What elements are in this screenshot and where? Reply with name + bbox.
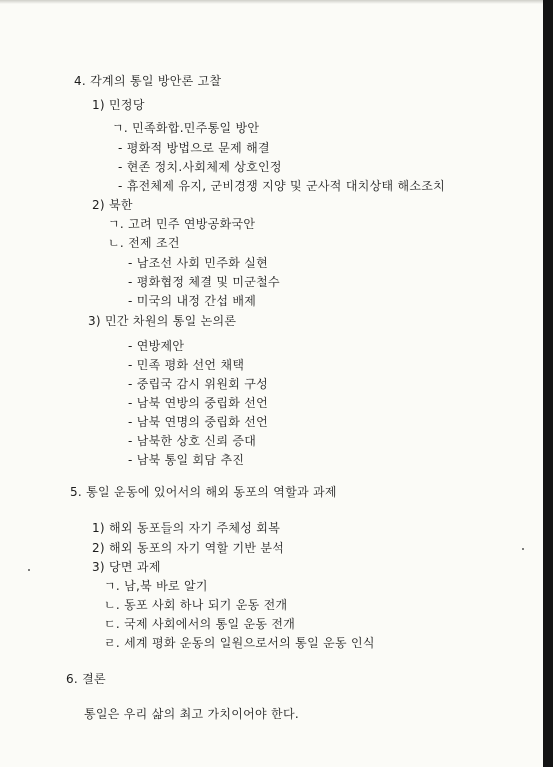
conclusion-text: 통일은 우리 삶의 최고 가치이어야 한다. xyxy=(84,707,299,721)
page-top-edge xyxy=(0,0,543,4)
scan-speck xyxy=(522,548,524,550)
bullet-line: - 남북 통일 회담 추진 xyxy=(128,453,245,467)
item-heading: ㄱ. 고려 민주 연방공화국안 xyxy=(108,217,256,231)
section-6-heading: 6. 결론 xyxy=(66,672,106,686)
subsection-1-heading: 1) 민정당 xyxy=(92,98,145,112)
section-5-heading: 5. 통일 운동에 있어서의 해외 동포의 역할과 과제 xyxy=(70,485,337,499)
bullet-line: - 연방제안 xyxy=(128,339,185,353)
bullet-line: - 미국의 내정 간섭 배제 xyxy=(128,294,257,308)
subsection-line: 1) 해외 동포들의 자기 주체성 회복 xyxy=(92,521,281,535)
item-heading: ㄱ. 민족화합.민주통일 방안 xyxy=(112,121,260,135)
subsection-line: 2) 해외 동포의 자기 역할 기반 분석 xyxy=(92,541,285,555)
bullet-line: - 평화협정 체결 및 미군철수 xyxy=(128,275,280,289)
bullet-line: - 평화적 방법으로 문제 해결 xyxy=(118,141,270,155)
item-line: ㄹ. 세계 평화 운동의 일원으로서의 통일 운동 인식 xyxy=(104,636,375,650)
bullet-line: - 남북 연명의 중립화 선언 xyxy=(128,415,269,429)
bullet-line: - 휴전체제 유지, 군비경쟁 지양 및 군사적 대치상태 해소조치 xyxy=(118,179,446,193)
bullet-line: - 중립국 감시 위원회 구성 xyxy=(128,377,269,391)
bullet-line: - 민족 평화 선언 채택 xyxy=(128,358,245,372)
item-line: ㄴ. 동포 사회 하나 되기 운동 전개 xyxy=(104,598,288,612)
bullet-line: - 남조선 사회 민주화 실현 xyxy=(128,256,269,270)
bullet-line: - 남북한 상호 신뢰 증대 xyxy=(128,434,257,448)
item-line: ㄱ. 남,북 바로 알기 xyxy=(104,579,208,593)
subsection-3-heading: 3) 민간 차원의 통일 논의론 xyxy=(88,314,237,328)
item-line: ㄷ. 국제 사회에서의 통일 운동 전개 xyxy=(104,617,296,631)
item-heading: ㄴ. 전제 조건 xyxy=(108,236,180,250)
section-4-heading: 4. 각계의 통일 방안론 고찰 xyxy=(74,74,222,88)
scan-border-right xyxy=(543,0,553,767)
subsection-2-heading: 2) 북한 xyxy=(92,198,133,212)
bullet-line: - 남북 연방의 중립화 선언 xyxy=(128,396,269,410)
bullet-line: - 현존 정치.사회체제 상호인정 xyxy=(118,160,282,174)
subsection-3-heading: 3) 당면 과제 xyxy=(92,560,161,574)
scan-speck xyxy=(28,569,30,571)
